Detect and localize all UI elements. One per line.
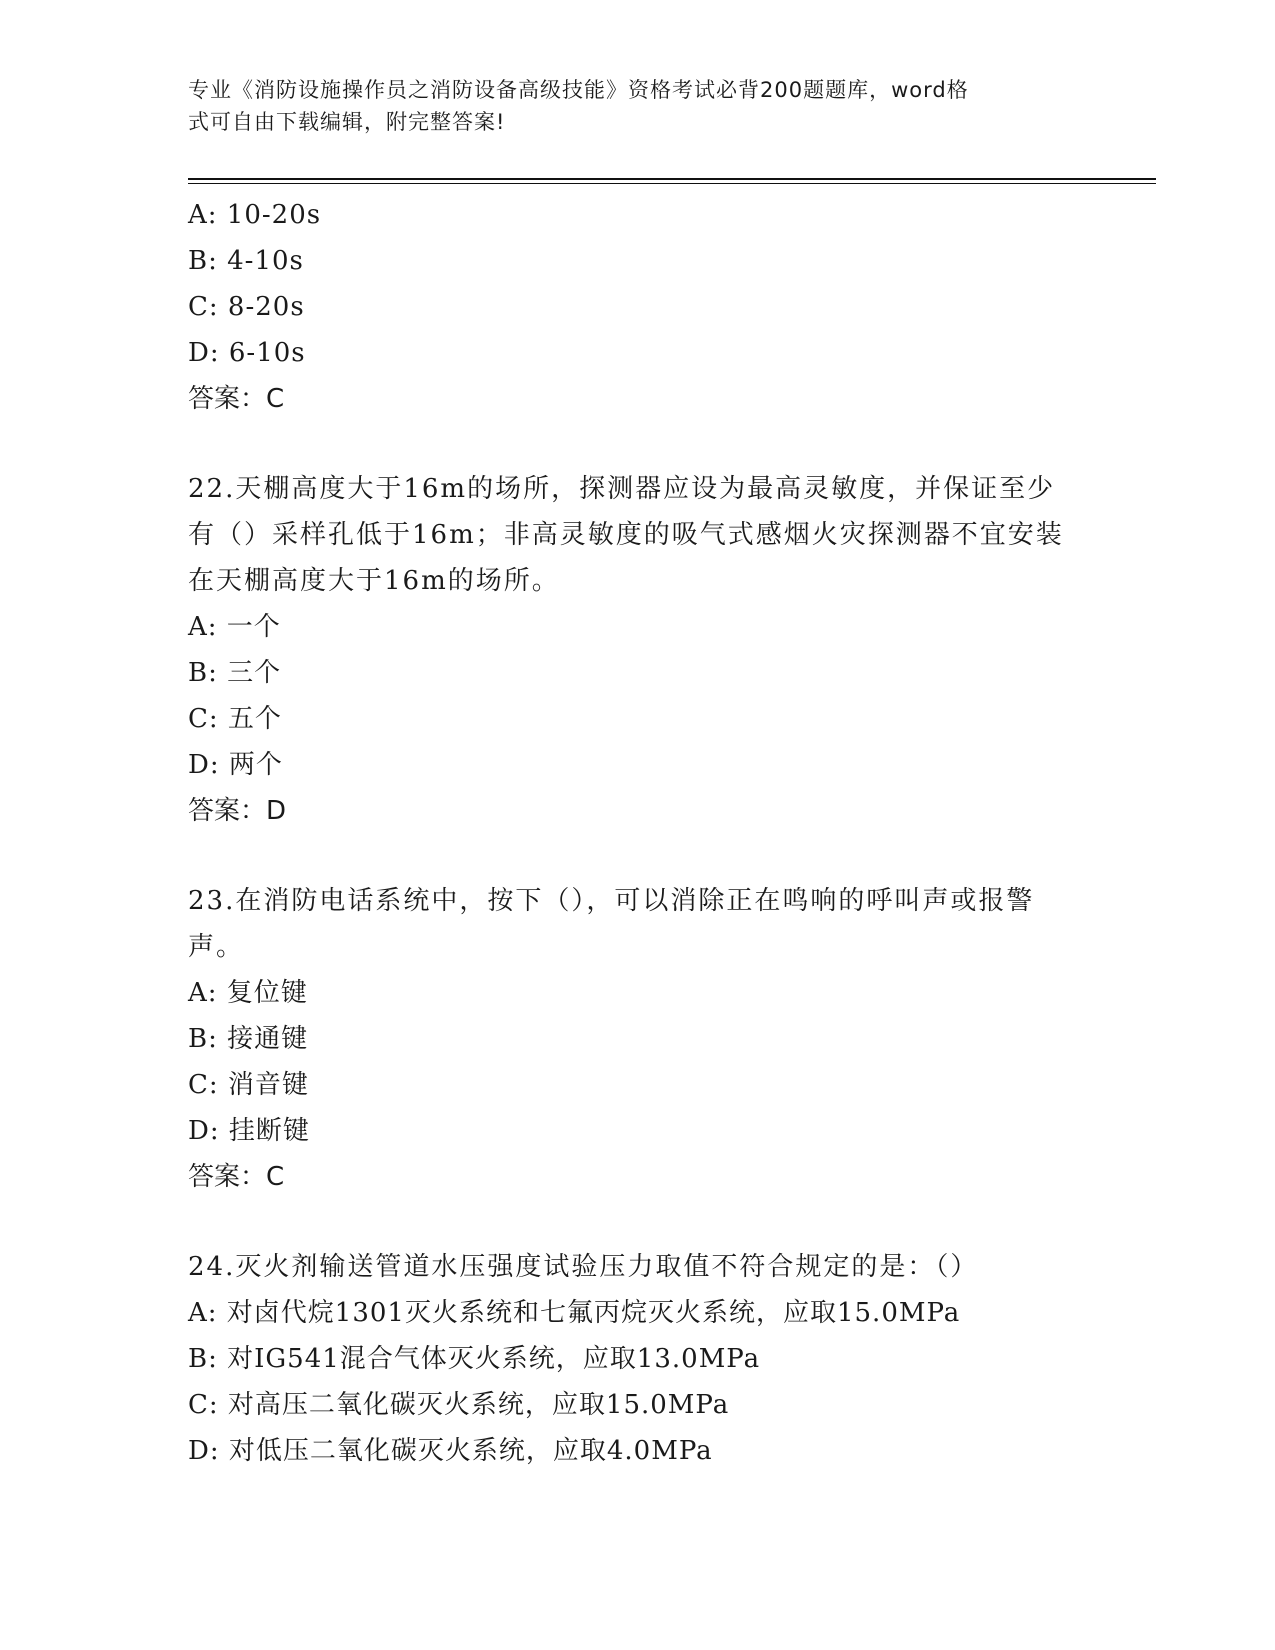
question-line: 22.天棚高度大于16m的场所，探测器应设为最高灵敏度，并保证至少 (188, 474, 1056, 504)
question-22-block (188, 466, 1108, 834)
question-line: 24.灭火剂输送管道水压强度试验压力取值不符合规定的是：（） (188, 1252, 979, 1282)
document-body (188, 192, 1108, 1474)
question-line: 有（）采样孔低于16m；非高灵敏度的吸气式感烟火灾探测器不宜安装 (188, 520, 1064, 550)
option-b: B: 三个 (188, 658, 282, 688)
answer-line: 答案：D (188, 796, 287, 826)
option-c: C: 五个 (188, 704, 282, 734)
header-divider-thin (188, 183, 1156, 184)
question-line: 23.在消防电话系统中，按下（），可以消除正在鸣响的呼叫声或报警 (188, 886, 1035, 916)
option-c: C: 8-20s (188, 292, 305, 322)
option-b: B: 对IG541混合气体灭火系统，应取13.0MPa (188, 1344, 761, 1374)
header-line-1: 专业《消防设施操作员之消防设备高级技能》资格考试必背200题题库，word格 (188, 78, 969, 102)
question-23-block (188, 878, 1108, 1200)
option-b: B: 4-10s (188, 246, 304, 276)
question-line: 声。 (188, 932, 245, 962)
option-a: A: 10-20s (188, 200, 322, 230)
option-d: D: 6-10s (188, 338, 306, 368)
question-24-block (188, 1244, 1108, 1474)
question-line: 在天棚高度大于16m的场所。 (188, 566, 560, 596)
question-text (188, 878, 1108, 970)
option-b: B: 接通键 (188, 1024, 309, 1054)
question-text (188, 1244, 1108, 1290)
option-a: A: 复位键 (188, 978, 308, 1008)
question-text (188, 466, 1108, 604)
header-divider-thick (188, 178, 1156, 180)
option-a: A: 一个 (188, 612, 281, 642)
header-line-2: 式可自由下载编辑，附完整答案! (188, 110, 506, 134)
question-21-block (188, 192, 1108, 422)
option-d: D: 对低压二氧化碳灭火系统，应取4.0MPa (188, 1436, 713, 1466)
answer-line: 答案：C (188, 384, 285, 414)
option-a: A: 对卤代烷1301灭火系统和七氟丙烷灭火系统，应取15.0MPa (188, 1298, 961, 1328)
option-c: C: 消音键 (188, 1070, 309, 1100)
option-d: D: 挂断键 (188, 1116, 310, 1146)
option-c: C: 对高压二氧化碳灭火系统，应取15.0MPa (188, 1390, 730, 1420)
document-header (188, 74, 1068, 138)
answer-line: 答案：C (188, 1162, 285, 1192)
option-d: D: 两个 (188, 750, 283, 780)
